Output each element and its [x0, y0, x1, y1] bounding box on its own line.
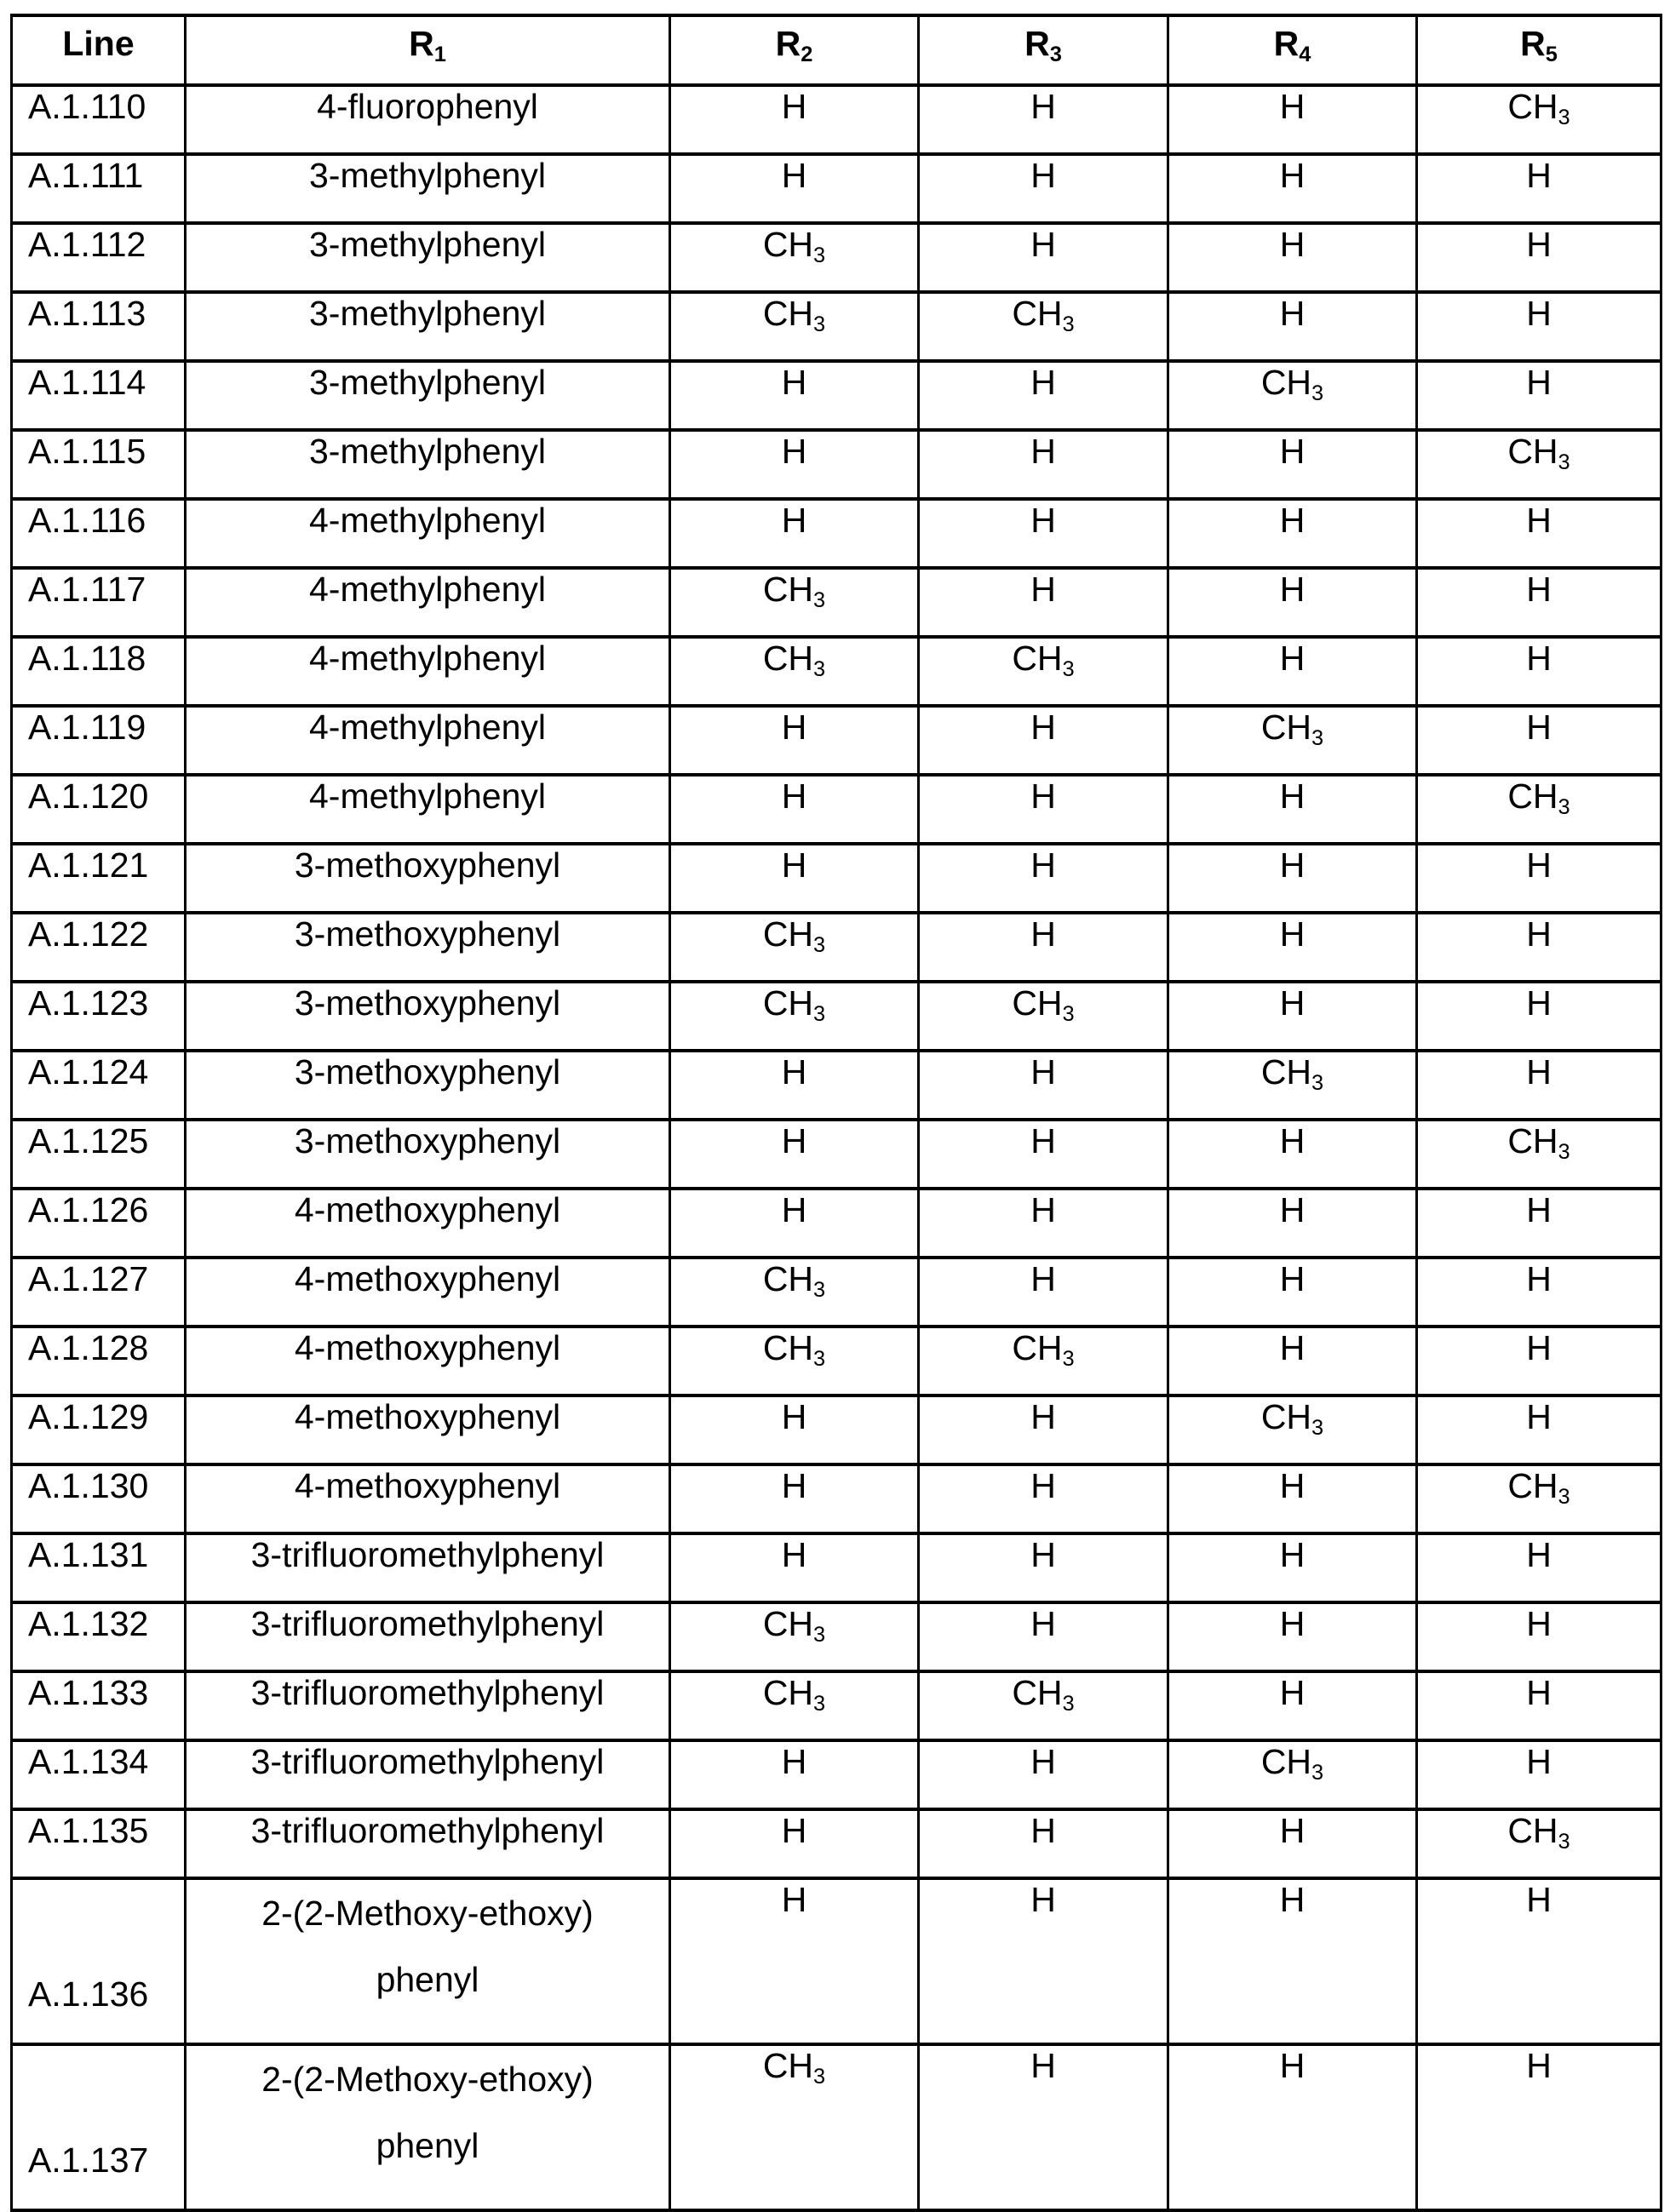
cell-r4: H: [1168, 568, 1417, 637]
cell-r2: H: [670, 1051, 919, 1120]
cell-line: A.1.129: [12, 1395, 186, 1464]
cell-r1: 4-methoxyphenyl: [186, 1395, 670, 1464]
cell-line: A.1.128: [12, 1327, 186, 1395]
cell-r1: 4-fluorophenyl: [186, 85, 670, 154]
table-row: [12, 1189, 1661, 1258]
cell-line: A.1.130: [12, 1464, 186, 1533]
cell-r2: H: [670, 1878, 919, 2044]
ch3-subscript: 3: [1311, 381, 1324, 406]
cell-line: A.1.120: [12, 775, 186, 844]
ch3-subscript: 3: [813, 588, 826, 613]
cell-line: A.1.123: [12, 982, 186, 1051]
ch3-base: CH: [1507, 776, 1558, 816]
cell-r1: 4-methylphenyl: [186, 706, 670, 775]
cell-r5: H: [1417, 2044, 1661, 2210]
cell-r2: [670, 292, 919, 361]
ch3-subscript: 3: [813, 1623, 826, 1648]
cell-r5: H: [1417, 982, 1661, 1051]
cell-r4: H: [1168, 1327, 1417, 1395]
table-row: [12, 1878, 1661, 2044]
ch3-subscript: 3: [1311, 1761, 1324, 1785]
cell-r5: [1417, 85, 1661, 154]
ch3-subscript: 3: [813, 1002, 826, 1027]
cell-r3: [919, 1327, 1168, 1395]
cell-r2: [670, 1602, 919, 1671]
ch3-subscript: 3: [1311, 1416, 1324, 1441]
cell-r5: H: [1417, 1671, 1661, 1740]
table-row: [12, 1464, 1661, 1533]
cell-r2: H: [670, 1120, 919, 1189]
cell-r4: H: [1168, 85, 1417, 154]
cell-line: A.1.134: [12, 1740, 186, 1809]
cell-r1: 3-methylphenyl: [186, 361, 670, 430]
cell-r1: 3-methoxyphenyl: [186, 982, 670, 1051]
cell-r2: H: [670, 1740, 919, 1809]
cell-r2: [670, 1671, 919, 1740]
ch3-base: CH: [762, 983, 814, 1023]
cell-r5: H: [1417, 154, 1661, 223]
cell-r5: H: [1417, 1740, 1661, 1809]
cell-line: A.1.114: [12, 361, 186, 430]
cell-r1: 3-methoxyphenyl: [186, 844, 670, 913]
cell-r1: 4-methoxyphenyl: [186, 1189, 670, 1258]
ch3-subscript: 3: [813, 1692, 826, 1716]
cell-r5: H: [1417, 1051, 1661, 1120]
cell-r2: [670, 982, 919, 1051]
cell-r2: H: [670, 85, 919, 154]
cell-line: A.1.117: [12, 568, 186, 637]
cell-r3: H: [919, 1051, 1168, 1120]
cell-r4: H: [1168, 844, 1417, 913]
header-r2: [670, 15, 919, 85]
cell-r3: [919, 982, 1168, 1051]
table-row: [12, 1740, 1661, 1809]
table-row: [12, 1809, 1661, 1878]
header-r4-base: R: [1273, 24, 1300, 63]
cell-line: A.1.133: [12, 1671, 186, 1740]
ch3-base: CH: [1012, 1673, 1063, 1712]
cell-r4: H: [1168, 430, 1417, 499]
cell-r3: H: [919, 1602, 1168, 1671]
cell-r1: 3-trifluoromethylphenyl: [186, 1740, 670, 1809]
cell-r3: H: [919, 430, 1168, 499]
ch3-subscript: 3: [1062, 1002, 1075, 1027]
ch3-subscript: 3: [813, 933, 826, 958]
cell-r1: 4-methylphenyl: [186, 499, 670, 568]
ch3-subscript: 3: [1558, 1830, 1570, 1854]
ch3-base: CH: [1507, 1811, 1558, 1850]
cell-r3: H: [919, 154, 1168, 223]
substituent-table: [10, 14, 1662, 2212]
cell-line: A.1.115: [12, 430, 186, 499]
cell-r5: [1417, 1809, 1661, 1878]
table-row: [12, 568, 1661, 637]
ch3-base: CH: [762, 1328, 814, 1367]
cell-r5: [1417, 430, 1661, 499]
cell-line: A.1.119: [12, 706, 186, 775]
cell-line: A.1.121: [12, 844, 186, 913]
header-r5-base: R: [1520, 24, 1546, 63]
ch3-subscript: 3: [1062, 1347, 1075, 1372]
cell-r3: H: [919, 1395, 1168, 1464]
ch3-base: CH: [762, 1673, 814, 1712]
cell-r1: 4-methylphenyl: [186, 775, 670, 844]
cell-r3: H: [919, 85, 1168, 154]
cell-r2: [670, 568, 919, 637]
cell-r1: 3-trifluoromethylphenyl: [186, 1602, 670, 1671]
cell-r1: 4-methoxyphenyl: [186, 1258, 670, 1327]
ch3-base: CH: [762, 1604, 814, 1643]
cell-r3: [919, 637, 1168, 706]
ch3-base: CH: [762, 294, 814, 333]
cell-r3: H: [919, 568, 1168, 637]
cell-r5: H: [1417, 568, 1661, 637]
cell-r5: H: [1417, 223, 1661, 292]
header-r1: [186, 15, 670, 85]
ch3-base: CH: [1507, 432, 1558, 471]
ch3-base: CH: [1260, 1742, 1312, 1781]
ch3-subscript: 3: [813, 2065, 826, 2089]
cell-r2: H: [670, 1809, 919, 1878]
cell-r4: H: [1168, 223, 1417, 292]
ch3-base: CH: [1507, 1121, 1558, 1160]
cell-r5: H: [1417, 1258, 1661, 1327]
cell-r1-line: 2-(2-Methoxy-ethoxy): [261, 2060, 594, 2099]
header-row: [12, 15, 1661, 85]
ch3-base: CH: [762, 2046, 814, 2085]
cell-r3: H: [919, 1120, 1168, 1189]
cell-r4: H: [1168, 1189, 1417, 1258]
cell-r5: H: [1417, 706, 1661, 775]
ch3-base: CH: [762, 225, 814, 264]
cell-r1-line: phenyl: [376, 1960, 479, 1999]
cell-r2: H: [670, 1533, 919, 1602]
cell-r1: 4-methylphenyl: [186, 637, 670, 706]
cell-r3: [919, 292, 1168, 361]
cell-r2: H: [670, 430, 919, 499]
cell-r3: [919, 1671, 1168, 1740]
cell-r5: H: [1417, 1327, 1661, 1395]
cell-r5: H: [1417, 913, 1661, 982]
cell-r4: [1168, 1740, 1417, 1809]
cell-line: A.1.132: [12, 1602, 186, 1671]
cell-r2: [670, 913, 919, 982]
cell-r5: H: [1417, 1602, 1661, 1671]
ch3-subscript: 3: [1558, 795, 1570, 820]
table-row: [12, 982, 1661, 1051]
cell-r1: 3-methylphenyl: [186, 154, 670, 223]
cell-r5: H: [1417, 844, 1661, 913]
cell-r3: H: [919, 1740, 1168, 1809]
ch3-subscript: 3: [1558, 106, 1570, 130]
ch3-base: CH: [1012, 983, 1063, 1023]
cell-r2: H: [670, 499, 919, 568]
ch3-subscript: 3: [1062, 312, 1075, 337]
table-row: [12, 1258, 1661, 1327]
table-row: [12, 1602, 1661, 1671]
cell-line: A.1.110: [12, 85, 186, 154]
cell-r3: H: [919, 1809, 1168, 1878]
ch3-subscript: 3: [1311, 1071, 1324, 1096]
cell-r4: H: [1168, 1120, 1417, 1189]
cell-r1-line: 2-(2-Methoxy-ethoxy): [261, 1894, 594, 1933]
table-row: [12, 223, 1661, 292]
cell-r1: 4-methoxyphenyl: [186, 1464, 670, 1533]
table-row: [12, 292, 1661, 361]
cell-line: A.1.136: [12, 1878, 186, 2044]
cell-r2: [670, 637, 919, 706]
cell-line: A.1.126: [12, 1189, 186, 1258]
ch3-base: CH: [1507, 1466, 1558, 1505]
header-line: Line: [12, 15, 186, 85]
cell-r5: H: [1417, 637, 1661, 706]
cell-r2: H: [670, 706, 919, 775]
cell-line: A.1.127: [12, 1258, 186, 1327]
cell-r2: H: [670, 1189, 919, 1258]
cell-r1: 3-methoxyphenyl: [186, 913, 670, 982]
cell-r3: H: [919, 223, 1168, 292]
cell-r4: H: [1168, 637, 1417, 706]
ch3-base: CH: [1260, 1397, 1312, 1436]
header-r5: [1417, 15, 1661, 85]
ch3-base: CH: [762, 639, 814, 678]
table-row: [12, 2044, 1661, 2210]
table-row: [12, 430, 1661, 499]
ch3-subscript: 3: [1558, 1485, 1570, 1510]
ch3-base: CH: [1012, 639, 1063, 678]
table-row: [12, 844, 1661, 913]
cell-r3: H: [919, 2044, 1168, 2210]
table-row: [12, 637, 1661, 706]
cell-r4: [1168, 706, 1417, 775]
cell-r4: H: [1168, 292, 1417, 361]
cell-r3: H: [919, 1878, 1168, 2044]
ch3-subscript: 3: [1062, 1692, 1075, 1716]
cell-r4: H: [1168, 982, 1417, 1051]
table-header: [12, 15, 1661, 85]
cell-r5: [1417, 1464, 1661, 1533]
cell-r5: H: [1417, 499, 1661, 568]
ch3-subscript: 3: [1558, 1140, 1570, 1165]
ch3-subscript: 3: [813, 244, 826, 268]
cell-line: A.1.113: [12, 292, 186, 361]
ch3-base: CH: [1260, 708, 1312, 747]
cell-r4: H: [1168, 1464, 1417, 1533]
header-r1-base: R: [409, 24, 434, 63]
ch3-base: CH: [762, 914, 814, 954]
cell-r3: H: [919, 844, 1168, 913]
cell-r1-line: phenyl: [376, 2126, 479, 2165]
ch3-subscript: 3: [813, 312, 826, 337]
cell-r1: 3-methoxyphenyl: [186, 1051, 670, 1120]
cell-r1: 3-methoxyphenyl: [186, 1120, 670, 1189]
table-row: [12, 499, 1661, 568]
table-row: [12, 154, 1661, 223]
ch3-base: CH: [1260, 1052, 1312, 1092]
header-r4: [1168, 15, 1417, 85]
cell-r5: [1417, 1120, 1661, 1189]
cell-r3: H: [919, 775, 1168, 844]
cell-r4: [1168, 1395, 1417, 1464]
cell-r2: [670, 1258, 919, 1327]
cell-line: A.1.116: [12, 499, 186, 568]
cell-r2: H: [670, 775, 919, 844]
cell-r3: H: [919, 1189, 1168, 1258]
cell-r1: 4-methylphenyl: [186, 568, 670, 637]
cell-r1: 3-trifluoromethylphenyl: [186, 1533, 670, 1602]
cell-r5: [1417, 775, 1661, 844]
cell-r1: 3-methylphenyl: [186, 292, 670, 361]
cell-r1: 3-trifluoromethylphenyl: [186, 1809, 670, 1878]
header-r4-sub: 4: [1299, 43, 1311, 67]
cell-r1: [186, 2044, 670, 2210]
cell-r3: H: [919, 1464, 1168, 1533]
cell-r2: H: [670, 1395, 919, 1464]
cell-r4: H: [1168, 775, 1417, 844]
table-row: [12, 1120, 1661, 1189]
cell-r4: [1168, 1051, 1417, 1120]
cell-r5: H: [1417, 1189, 1661, 1258]
table-row: [12, 706, 1661, 775]
cell-r4: H: [1168, 913, 1417, 982]
cell-line: A.1.112: [12, 223, 186, 292]
cell-r1: [186, 1878, 670, 2044]
table-row: [12, 913, 1661, 982]
ch3-base: CH: [1012, 1328, 1063, 1367]
cell-r3: H: [919, 913, 1168, 982]
cell-r4: H: [1168, 1258, 1417, 1327]
cell-r3: H: [919, 1533, 1168, 1602]
cell-r1: 4-methoxyphenyl: [186, 1327, 670, 1395]
ch3-subscript: 3: [1311, 726, 1324, 751]
header-r3: [919, 15, 1168, 85]
table-row: [12, 1051, 1661, 1120]
cell-r2: H: [670, 361, 919, 430]
cell-r1: 3-methylphenyl: [186, 223, 670, 292]
ch3-subscript: 3: [813, 1278, 826, 1303]
cell-line: A.1.131: [12, 1533, 186, 1602]
cell-r4: H: [1168, 1671, 1417, 1740]
header-r3-base: R: [1024, 24, 1050, 63]
cell-r3: H: [919, 1258, 1168, 1327]
ch3-base: CH: [1260, 363, 1312, 402]
header-r5-sub: 5: [1545, 43, 1558, 67]
table-row: [12, 361, 1661, 430]
cell-r1: 3-methylphenyl: [186, 430, 670, 499]
cell-line: A.1.122: [12, 913, 186, 982]
cell-r4: [1168, 361, 1417, 430]
table-row: [12, 1533, 1661, 1602]
cell-r3: H: [919, 499, 1168, 568]
header-r2-sub: 2: [801, 43, 813, 67]
cell-line: A.1.111: [12, 154, 186, 223]
cell-line: A.1.118: [12, 637, 186, 706]
cell-r2: H: [670, 844, 919, 913]
cell-r5: H: [1417, 361, 1661, 430]
table-body: [12, 85, 1661, 2210]
cell-r4: H: [1168, 1878, 1417, 2044]
ch3-base: CH: [762, 570, 814, 609]
cell-r4: H: [1168, 1809, 1417, 1878]
ch3-base: CH: [1507, 87, 1558, 126]
table-row: [12, 1395, 1661, 1464]
cell-r3: H: [919, 706, 1168, 775]
ch3-subscript: 3: [1062, 657, 1075, 682]
header-r1-sub: 1: [433, 43, 446, 67]
cell-line: A.1.135: [12, 1809, 186, 1878]
cell-r4: H: [1168, 1533, 1417, 1602]
header-r3-sub: 3: [1049, 43, 1062, 67]
table-row: [12, 1327, 1661, 1395]
cell-r2: [670, 2044, 919, 2210]
table-row: [12, 775, 1661, 844]
cell-r2: [670, 1327, 919, 1395]
header-r2-base: R: [775, 24, 801, 63]
cell-r2: H: [670, 154, 919, 223]
cell-line: A.1.137: [12, 2044, 186, 2210]
cell-r4: H: [1168, 2044, 1417, 2210]
ch3-subscript: 3: [813, 1347, 826, 1372]
table-row: [12, 1671, 1661, 1740]
cell-r5: H: [1417, 1395, 1661, 1464]
cell-r2: [670, 223, 919, 292]
cell-r4: H: [1168, 499, 1417, 568]
ch3-subscript: 3: [1558, 450, 1570, 475]
cell-r5: H: [1417, 1533, 1661, 1602]
cell-r5: H: [1417, 292, 1661, 361]
ch3-subscript: 3: [813, 657, 826, 682]
cell-r4: H: [1168, 1602, 1417, 1671]
cell-r5: H: [1417, 1878, 1661, 2044]
cell-r2: H: [670, 1464, 919, 1533]
ch3-base: CH: [1012, 294, 1063, 333]
cell-line: A.1.124: [12, 1051, 186, 1120]
cell-r4: H: [1168, 154, 1417, 223]
cell-line: A.1.125: [12, 1120, 186, 1189]
cell-r3: H: [919, 361, 1168, 430]
ch3-base: CH: [762, 1259, 814, 1298]
table-row: [12, 85, 1661, 154]
cell-r1: 3-trifluoromethylphenyl: [186, 1671, 670, 1740]
